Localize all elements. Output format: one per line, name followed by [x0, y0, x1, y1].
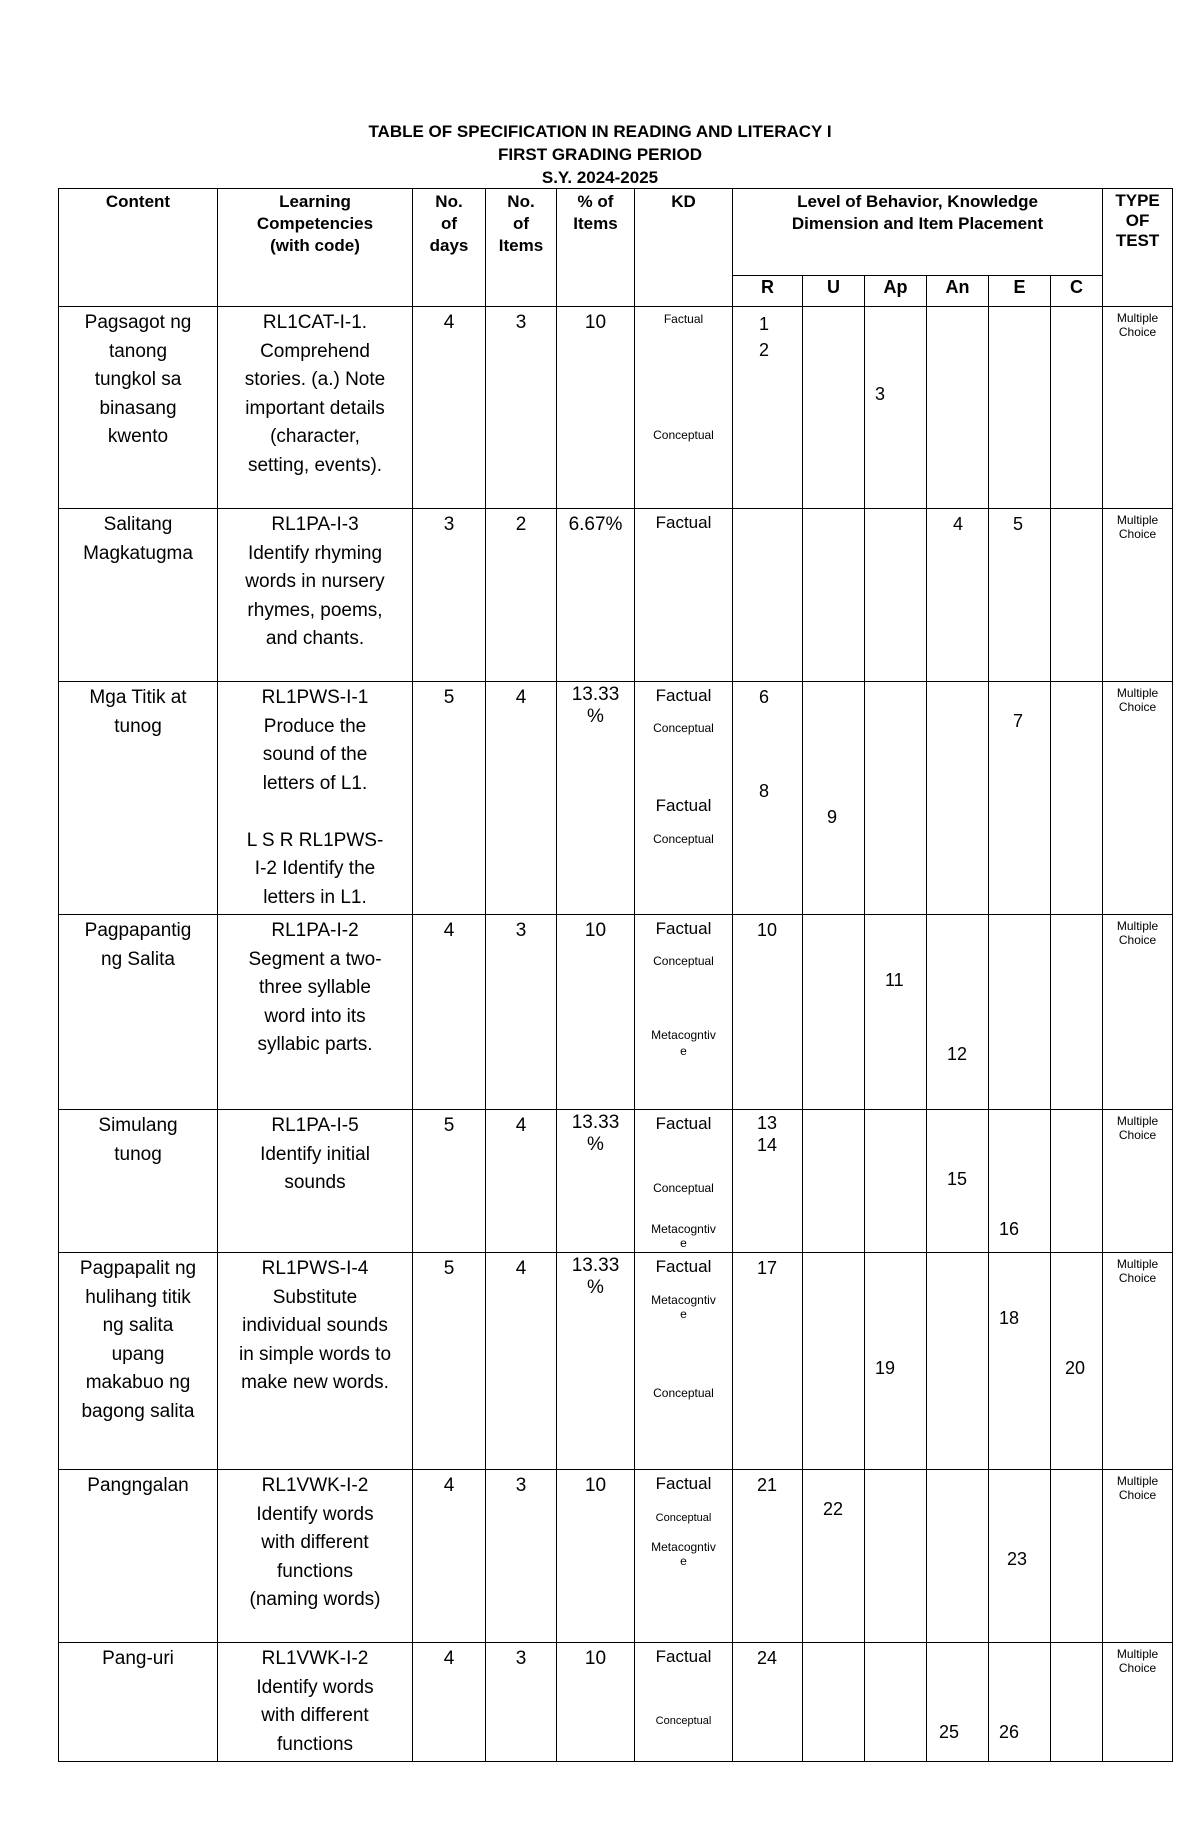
grading-period: FIRST GRADING PERIOD [497, 145, 702, 164]
kd-label: Factual [655, 796, 712, 815]
item-placement: 17 [757, 1258, 778, 1278]
days-cell: 5 [443, 1115, 455, 1136]
kd-label: Conceptual [655, 1512, 712, 1524]
kd-label: Factual [655, 1474, 712, 1493]
content-cell: Mga Titik at tunog [89, 687, 187, 737]
days-cell: 4 [443, 1648, 455, 1669]
table-row [59, 915, 1173, 1110]
items-cell: 3 [515, 1475, 527, 1496]
kd-label: Factual [655, 1114, 712, 1133]
header-row [59, 189, 1173, 276]
content-cell: Pangngalan [87, 1475, 189, 1496]
level-r: R [733, 276, 803, 307]
content-cell: Pagpapalit ng hulihang titik ng salita upang makabuo ng bagong salita [79, 1258, 197, 1422]
percent-cell: 10 [584, 1475, 607, 1496]
kd-label: Metacogntiv e [651, 1540, 716, 1568]
kd-label: Factual [655, 1647, 712, 1666]
percent-cell: 10 [584, 1648, 607, 1669]
kd-label: Factual [655, 513, 712, 532]
items-cell: 4 [515, 1115, 527, 1136]
kd-label: Factual [655, 919, 712, 938]
document-title: TABLE OF SPECIFICATION IN READING AND LITERACY I [368, 122, 832, 141]
competency-cell: RL1PWS-I-1 Produce the sound of the letters of L1. L S R RL1PWS- I-2 Identify the letters in L1. [246, 687, 384, 908]
item-placement: 7 [1013, 711, 1024, 731]
table-row [59, 307, 1173, 509]
table-row [59, 682, 1173, 915]
level-an: An [927, 276, 989, 307]
item-placement: 21 [757, 1475, 778, 1495]
test-type: Multiple Choice [1116, 1114, 1159, 1142]
level-ap: Ap [865, 276, 927, 307]
test-type: Multiple Choice [1116, 311, 1159, 339]
level-u: U [803, 276, 865, 307]
kd-label: Conceptual [653, 1181, 714, 1195]
header-content: Content [59, 189, 218, 307]
item-placement: 15 [947, 1169, 968, 1189]
item-placement: 10 [757, 920, 778, 940]
test-type: Multiple Choice [1116, 686, 1159, 714]
kd-label: Conceptual [653, 832, 714, 846]
header-type: TYPE OF TEST [1103, 189, 1173, 307]
item-placement: 22 [823, 1499, 844, 1519]
item-placement: 3 [875, 384, 886, 404]
items-cell: 2 [515, 514, 527, 535]
item-placement: 20 [1065, 1358, 1086, 1378]
percent-cell: 10 [584, 312, 607, 333]
competency-cell: RL1VWK-I-2 Identify words with different functions [256, 1648, 374, 1755]
items-cell: 3 [515, 920, 527, 941]
percent-cell: 13.33 % [571, 684, 620, 727]
test-type: Multiple Choice [1116, 513, 1159, 541]
kd-label: Factual [663, 312, 704, 326]
header-days: No. of days [413, 189, 486, 307]
item-placement: 13 14 [757, 1113, 778, 1155]
level-c: C [1051, 276, 1103, 307]
item-placement: 24 [757, 1648, 778, 1668]
item-placement: 5 [1013, 514, 1024, 534]
item-placement: 26 [999, 1722, 1020, 1742]
test-type: Multiple Choice [1116, 919, 1159, 947]
competency-cell: RL1PA-I-2 Segment a two- three syllable word into its syllabic parts. [248, 920, 382, 1055]
days-cell: 4 [443, 920, 455, 941]
header-percent: % of Items [557, 189, 635, 307]
item-placement: 23 [1007, 1549, 1028, 1569]
item-placement: 9 [827, 807, 838, 827]
competency-cell: RL1CAT-I-1. Comprehend stories. (a.) Note important details (character, setting, events). [244, 312, 386, 476]
competency-cell: RL1PA-I-3 Identify rhyming words in nursery rhymes, poems, and chants. [245, 514, 385, 649]
level-e: E [989, 276, 1051, 307]
test-type: Multiple Choice [1116, 1474, 1159, 1502]
days-cell: 5 [443, 687, 455, 708]
competency-cell: RL1PA-I-5 Identify initial sounds [260, 1115, 370, 1193]
table-of-specification [58, 188, 1173, 1762]
header-level: Level of Behavior, Knowledge Dimension and Item Placement [733, 189, 1103, 276]
percent-cell: 10 [584, 920, 607, 941]
item-placement: 18 [999, 1308, 1020, 1328]
item-placement: 16 [999, 1219, 1020, 1239]
content-cell: Salitang Magkatugma [83, 514, 193, 564]
kd-label: Metacogntiv e [651, 1028, 716, 1058]
test-type: Multiple Choice [1116, 1647, 1159, 1675]
days-cell: 3 [443, 514, 455, 535]
competency-cell: RL1VWK-I-2 Identify words with different functions (naming words) [249, 1475, 381, 1610]
content-cell: Simulang tunog [98, 1115, 178, 1165]
kd-label: Metacogntiv e [651, 1222, 716, 1250]
item-placement: 8 [759, 781, 770, 801]
items-cell: 4 [515, 687, 527, 708]
item-placement: 12 [947, 1044, 968, 1064]
test-type: Multiple Choice [1116, 1257, 1159, 1285]
item-placement: 19 [875, 1358, 896, 1378]
days-cell: 4 [443, 312, 455, 333]
table-row [59, 1643, 1173, 1762]
item-placement: 11 [885, 970, 904, 990]
table-row [59, 1253, 1173, 1470]
item-placement: 1 2 [759, 314, 770, 360]
items-cell: 3 [515, 312, 527, 333]
percent-cell: 6.67% [568, 514, 623, 535]
header-items: No. of Items [486, 189, 557, 307]
kd-label: Conceptual [653, 721, 714, 735]
kd-label: Conceptual [655, 1715, 712, 1727]
content-cell: Pagpapantig ng Salita [84, 920, 192, 970]
kd-label: Factual [655, 1257, 712, 1276]
items-cell: 3 [515, 1648, 527, 1669]
table-row [59, 509, 1173, 682]
item-placement: 6 [759, 687, 770, 707]
percent-cell: 13.33 % [571, 1112, 620, 1155]
kd-label: Metacogntiv e [651, 1293, 716, 1321]
header-kd: KD [635, 189, 733, 307]
content-cell: Pagsagot ng tanong tungkol sa binasang kwento [84, 312, 192, 447]
days-cell: 5 [443, 1258, 455, 1279]
kd-label: Conceptual [653, 1386, 714, 1400]
content-cell: Pang-uri [102, 1648, 174, 1669]
competency-cell: RL1PWS-I-4 Substitute individual sounds in simple words to make new words. [238, 1258, 392, 1393]
header-competencies: Learning Competencies (with code) [218, 189, 413, 307]
days-cell: 4 [443, 1475, 455, 1496]
document-title-block [0, 120, 1200, 189]
table-row [59, 1110, 1173, 1253]
school-year: S.Y. 2024-2025 [541, 168, 659, 187]
kd-label: Factual [655, 686, 712, 705]
kd-label: Conceptual [653, 428, 714, 442]
kd-label: Conceptual [653, 954, 714, 968]
table-row [59, 1470, 1173, 1643]
item-placement: 25 [939, 1722, 960, 1742]
item-placement: 4 [953, 514, 964, 534]
percent-cell: 13.33 % [571, 1255, 620, 1298]
items-cell: 4 [515, 1258, 527, 1279]
